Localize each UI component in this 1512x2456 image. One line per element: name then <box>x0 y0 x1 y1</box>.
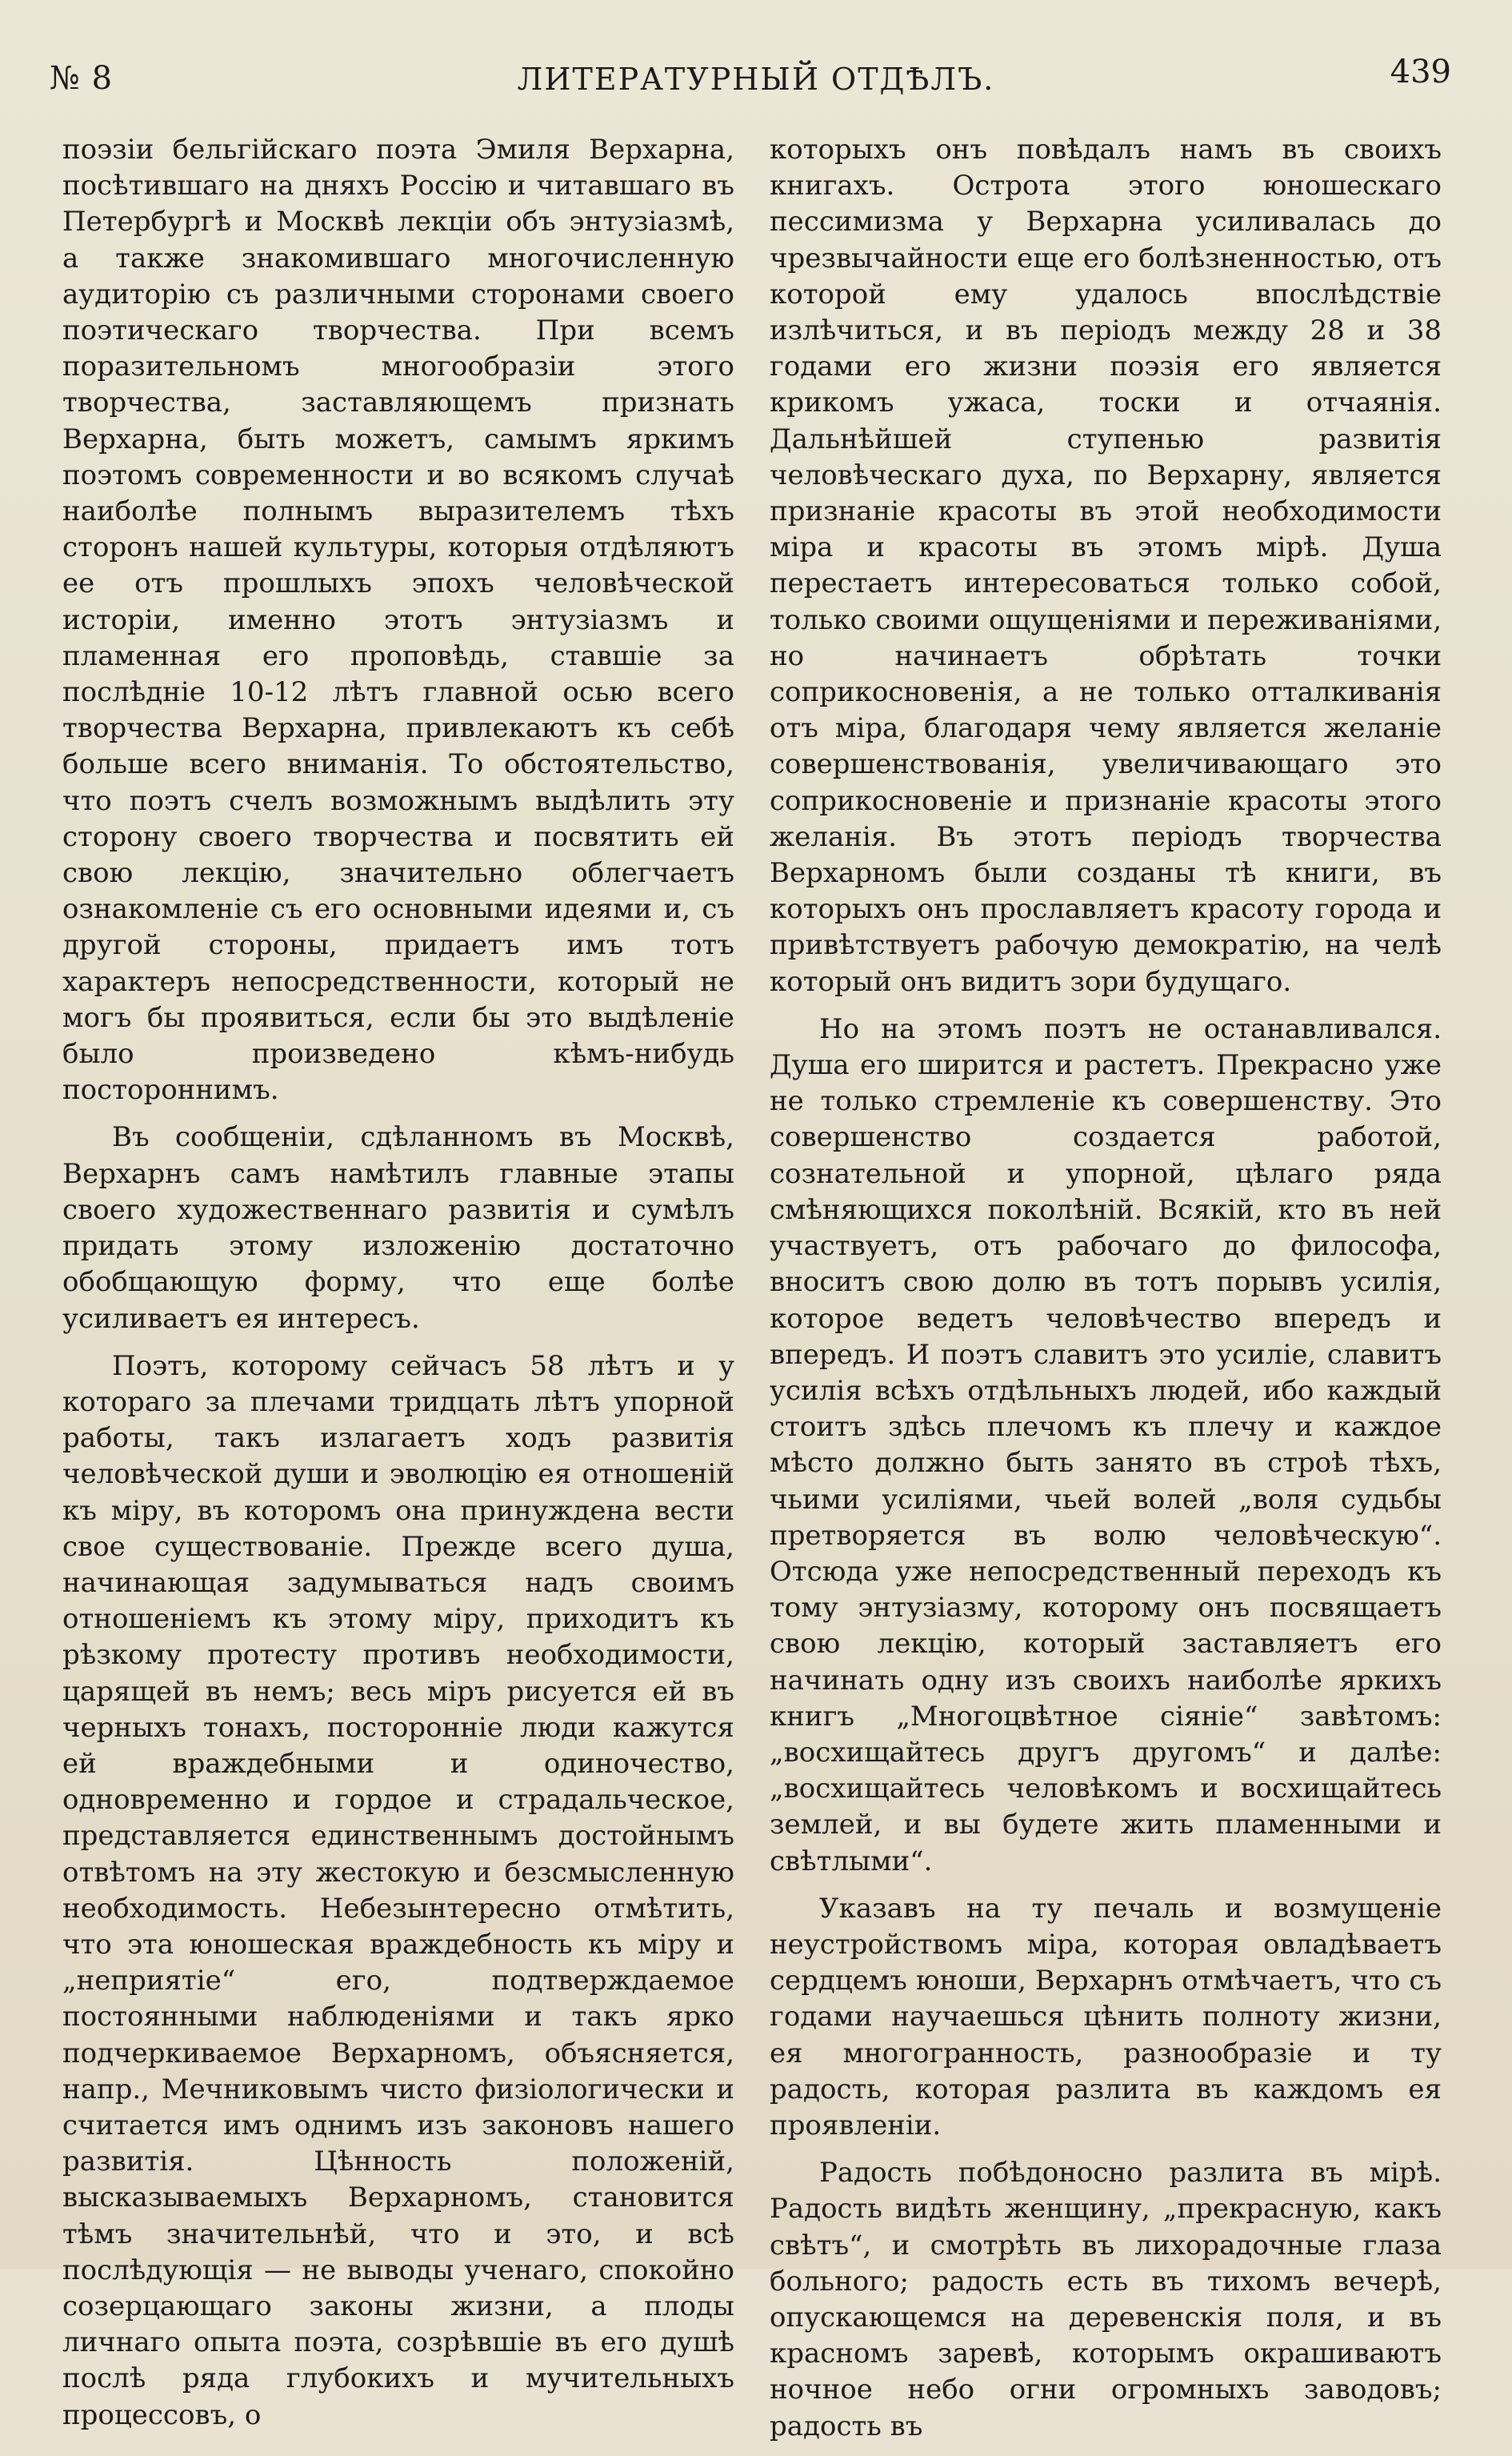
paragraph: которыхъ онъ повѣдалъ намъ въ своихъ книгахъ. Острота этого юношескаго пессимизма у Верхарна усиливалась до чрезвычайности еще его болѣзненностью, отъ которой ему удалось впослѣдствіе излѣчиться, и въ періодъ между 28 и 38 годами его жизни поэзія его является крикомъ ужаса, тоски и отчаянія. Дальнѣйшей ступенью развитія человѣческаго духа, по Верхарну, является признаніе красоты въ этой необходимости міра и красоты въ этомъ мірѣ. Душа перестаетъ интересоваться только собой, только своими ощущеніями и переживаніями, но начинаетъ обрѣтать точки соприкосновенія, а не только отталкиванія отъ міра, благодаря чему является желаніе совершенствованія, увеличивающаго это соприкосновеніе и признаніе красоты этого желанія. Въ этотъ періодъ творчества Верхарномъ были созданы тѣ книги, въ которыхъ онъ прославляетъ красоту города и привѣтствуетъ рабочую демократію, на челѣ который онъ видитъ зори будущаго. <box>770 134 1442 998</box>
paragraph: Поэтъ, которому сейчасъ 58 лѣтъ и у котораго за плечами тридцать лѣтъ упорной работы, такъ излагаетъ ходъ развитія человѣческой души и эволюцію ея отношеній къ міру, въ которомъ она принуждена вести свое существованіе. Прежде всего душа, начинающая задумываться надъ своимъ отношеніемъ къ этому міру, приходитъ къ рѣзкому протесту противъ необходимости, царящей въ немъ; весь міръ рисуется ей въ черныхъ тонахъ, посторонніе люди кажутся ей враждебными и одиночество, одновременно и гордое и страдальческое, представляется единственнымъ достойнымъ отвѣтомъ на эту жестокую и безсмысленную необходимость. Небезынтересно отмѣтить, что эта юношеская враждебность къ міру и „неприятіе“ его, подтверждаемое постоянными наблюденіями и такъ ярко подчеркиваемое Верхарномъ, объясняется, напр., Мечниковымъ чисто физіологически и считается имъ однимъ изъ законовъ нашего развитія. Цѣнность положеній, высказываемыхъ Верхарномъ, становится тѣмъ значительнѣй, что и это, и всѣ послѣдующія — не выводы ученаго, спокойно созерцающаго законы жизни, а плоды личнаго опыта поэта, созрѣвшіе въ его душѣ послѣ ряда глубокихъ и мучительныхъ процессовъ, о <box>62 1349 734 2431</box>
paragraph: Радость побѣдоносно разлита въ мірѣ. Радость видѣть женщину, „прекрасную, какъ свѣтъ“, и смотрѣть въ лихорадочные глаза больного; радость есть въ тихомъ вечерѣ, опускающемся на деревенскія поля, и въ красномъ заревѣ, которымъ окрашиваютъ ночное небо огни огромныхъ заводовъ; радость въ <box>770 2157 1442 2442</box>
page-number: 439 <box>1390 54 1451 90</box>
paragraph: Указавъ на ту печаль и возмущеніе неустройствомъ міра, которая овладѣваетъ сердцемъ юноши, Верхарнъ отмѣчаетъ, что съ годами научаешься цѣнить полноту жизни, ея многогранность, разнообразіе и ту радость, которая разлита въ каждомъ ея проявленіи. <box>770 1892 1442 2141</box>
paragraph: Но на этомъ поэтъ не останавливался. Душа его ширится и растетъ. Прекрасно уже не только стремленіе къ совершенству. Это совершенство создается работой, сознательной и упорной, цѣлаго ряда смѣняющихся поколѣній. Всякій, кто въ ней участвуетъ, отъ рабочаго до философа, вноситъ свою долю въ тотъ порывъ усилія, которое ведетъ человѣчество впередъ и впередъ. И поэтъ славитъ это усиліе, славитъ усилія всѣхъ отдѣльныхъ людей, ибо каждый стоитъ здѣсь плечомъ къ плечу и каждое мѣсто должно быть занято въ строѣ тѣхъ, чьими усиліями, чьей волей „воля судьбы претворяется въ волю человѣческую“. Отсюда уже непосредственный переходъ къ тому энтузіазму, которому онъ посвящаетъ свою лекцію, который заставляетъ его начинать одну изъ своихъ наиболѣе яркихъ книгъ „Многоцвѣтное сіяніе“ завѣтомъ: „восхищайтесь другъ другомъ“ и далѣе: „восхищайтесь человѣкомъ и восхищайтесь землей, и вы будете жить пламенными и свѣтлыми“. <box>770 1012 1442 1877</box>
paragraph: поэзіи бельгійскаго поэта Эмиля Верхарна, посѣтившаго на дняхъ Россію и читавшаго въ Петербургѣ и Москвѣ лекціи объ энтузіазмѣ, а также знакомившаго многочисленную аудиторію съ различными сторонами своего поэтическаго творчества. При всемъ поразительномъ многообразіи этого творчества, заставляющемъ признать Верхарна, быть можетъ, самымъ яркимъ поэтомъ современности и во всякомъ случаѣ наиболѣе полнымъ выразителемъ тѣхъ сторонъ нашей культуры, которыя отдѣляютъ ее отъ прошлыхъ эпохъ человѣческой исторіи, именно этотъ энтузіазмъ и пламенная его проповѣдь, ставшіе за послѣдніе 10-12 лѣтъ главной осью всего творчества Верхарна, привлекаютъ къ себѣ больше всего вниманія. То обстоятельство, что поэтъ счелъ возможнымъ выдѣлить эту сторону своего творчества и посвятить ей свою лекцію, значительно облегчаетъ ознакомленіе съ его основными идеями и, съ другой стороны, придаетъ имъ тотъ характеръ непосредственности, который не могъ бы проявиться, если бы это выдѣленіе было произведено кѣмъ-нибудь постороннимъ. <box>62 134 734 1107</box>
issue-number: № 8 <box>50 60 114 97</box>
section-title: ЛИТЕРАТУРНЫЙ ОТДѢЛЪ. <box>517 62 995 97</box>
paragraph: Въ сообщеніи, сдѣланномъ въ Москвѣ, Верхарнъ самъ намѣтилъ главные этапы своего художественнаго развитія и сумѣлъ придать этому изложенію достаточно обобщающую форму, что еще болѣе усиливаетъ ея интересъ. <box>62 1121 734 1335</box>
page-header <box>0 44 1512 108</box>
left-column <box>62 132 734 2445</box>
right-column <box>770 132 1442 2456</box>
